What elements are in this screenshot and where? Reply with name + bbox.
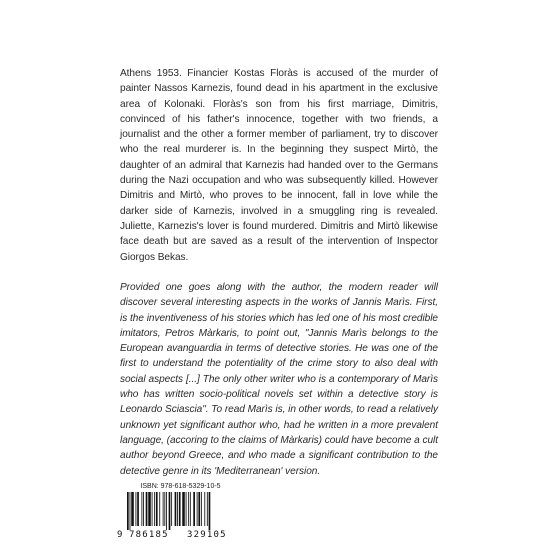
barcode-bar — [175, 492, 177, 526]
barcode-bar — [166, 492, 167, 530]
barcode-bar — [209, 492, 211, 530]
barcode-bar — [201, 492, 202, 526]
barcode-bar — [156, 492, 158, 526]
critique-paragraph: Provided one goes along with the author, the modern reader will discover several interesting aspects in the works of Jannis Marìs. First, is the inventiveness of his stories which has led one of his most credible imitators, Petros Màrkaris, to point out, "Jannis Marìs belongs to the European avanguardia in terms of detective stories. He was one of the first to understand the potentiality of the crime story to also deal with social aspects [...] The only other writer who is a contemporary of Marìs who has written socio-political novels set within a detective story is Leonardo Sciascia". To read Marìs is, in other words, to read a relatively unknown yet significant author who, had he written in a more prevalent language, (accoring to the claims of Màrkaris) could have become a cult author beyond Greece, and who made a significant contribution to the detective genre in its 'Mediterranean' version. — [120, 282, 438, 477]
barcode-bar — [127, 492, 129, 530]
barcode-bar — [143, 492, 144, 526]
barcode-bar — [204, 492, 205, 526]
barcode-bar — [164, 492, 165, 526]
isbn-label: ISBN: 978-618-5329-10-5 — [140, 483, 221, 490]
barcode-bar — [152, 492, 153, 526]
barcode-digits-left: 786185 — [129, 530, 169, 540]
barcode-bar — [148, 492, 151, 526]
barcode-bar — [136, 492, 137, 526]
barcode-bar — [141, 492, 142, 526]
barcode-bar — [188, 492, 189, 526]
barcode-bar — [159, 492, 160, 526]
barcode-bar — [198, 492, 200, 526]
barcode-bar — [131, 492, 134, 526]
barcode-bar — [186, 492, 187, 526]
barcode-bars — [117, 492, 244, 530]
barcode-bar — [169, 492, 171, 530]
barcode-bar — [171, 492, 172, 526]
isbn-barcode — [117, 482, 244, 542]
barcode-bar — [146, 492, 148, 526]
barcode-bar — [207, 492, 208, 526]
barcode-bar — [137, 492, 139, 526]
barcode-bar — [154, 492, 155, 526]
barcode-bar — [190, 492, 191, 526]
barcode-bar — [177, 492, 178, 526]
barcode-bar — [182, 492, 185, 526]
barcode-bar — [193, 492, 195, 526]
synopsis-paragraph: Athens 1953. Financier Kostas Floràs is accused of the murder of painter Nassos Karnezis, found dead in his apartment in the exclusive area of Kolonaki. Floràs's son from his first marriage, Dimitris, convinced of his father's innocence, together with two friends, a journalist and the other a former member of parliament, try to discover who the real murderer is. In the beginning they suspect Mirtò, the daughter of an admiral that Karnezis had handed over to the Germans during the Nazi occupation and who was subsequently killed. However Dimitris and Mirtò, who proves to be innocent, fall in love while the darker side of Karnezis, involved in a smuggling ring is revealed. Juliette, Karnezis's lover is found murdered. Dimitris and Mirtò likewise face death but are saved as a result of the intervention of Inspector Giorgos Bekas. — [120, 68, 438, 263]
barcode-bar — [130, 492, 131, 530]
barcode-digits-right: 329105 — [187, 530, 227, 540]
barcode-bar — [163, 492, 164, 526]
barcode-bar — [179, 492, 181, 526]
barcode-bar — [197, 492, 198, 526]
barcode-digit-first: 9 — [117, 530, 123, 540]
